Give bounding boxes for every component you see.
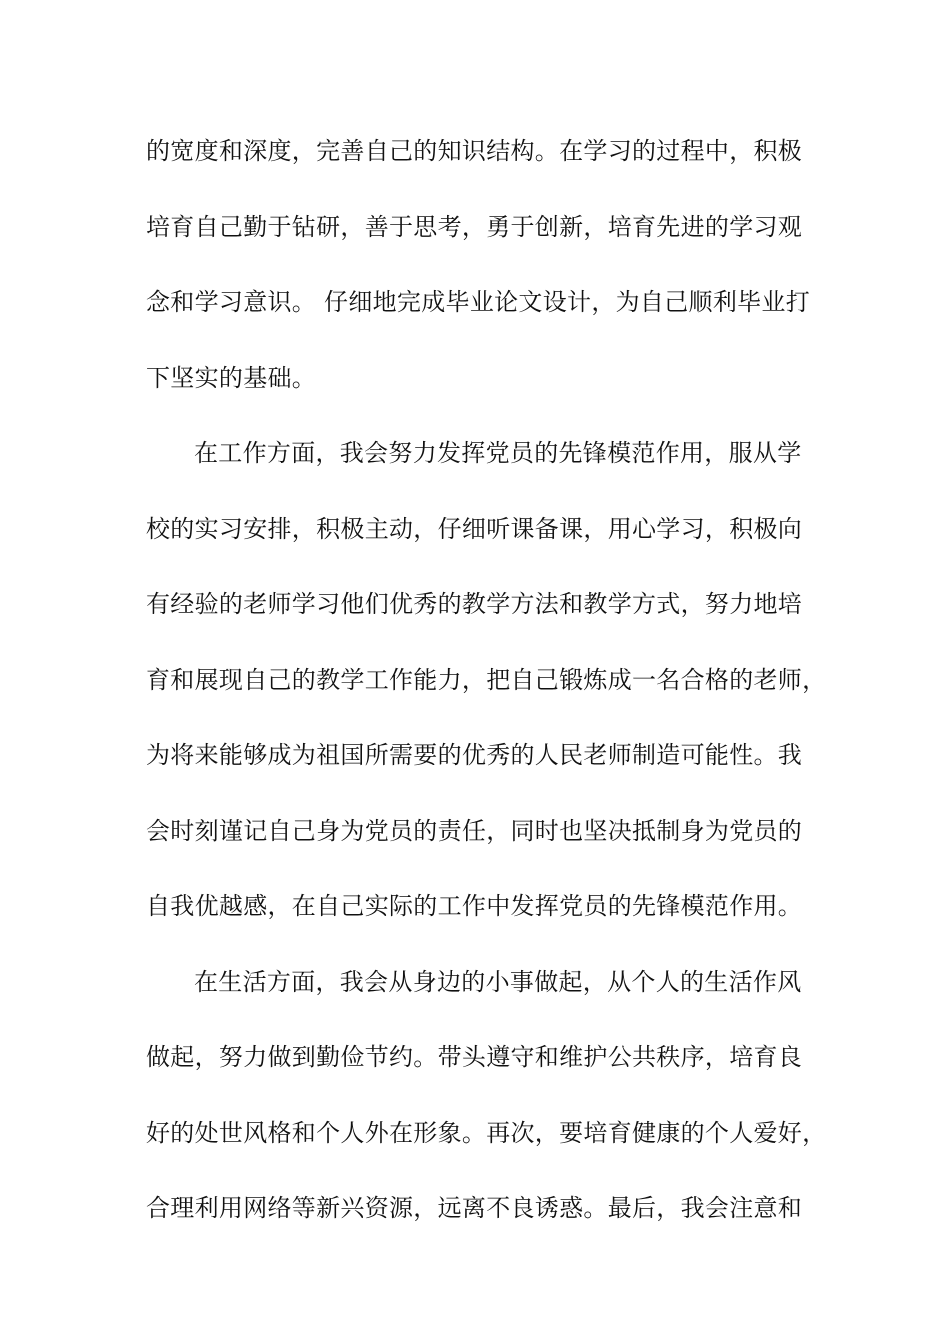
paragraph-start-line: 在生活方面，我会从身边的小事做起，从个人的生活作风 <box>194 967 802 996</box>
text-line: 合理利用网络等新兴资源，远离不良诱惑。最后，我会注意和 <box>146 1194 803 1222</box>
text-line: 做起，努力做到勤俭节约。带头遵守和维护公共秩序，培育良 <box>146 1043 803 1071</box>
text-line: 的宽度和深度，完善自己的知识结构。在学习的过程中，积极 <box>146 137 803 165</box>
text-line: 自我优越感，在自己实际的工作中发挥党员的先锋模范作用。 <box>146 892 803 920</box>
text-line: 育和展现自己的教学工作能力，把自己锻炼成一名合格的老师， <box>146 665 827 694</box>
paragraph-start-line: 在工作方面，我会努力发挥党员的先锋模范作用，服从学 <box>194 439 802 467</box>
text-line: 会时刻谨记自己身为党员的责任，同时也坚决抵制身为党员的 <box>146 816 803 845</box>
text-line: 校的实习安排，积极主动，仔细听课备课，用心学习，积极向 <box>146 514 803 543</box>
document-body <box>146 126 827 1259</box>
text-line: 念和学习意识。 仔细地完成毕业论文设计，为自己顺利毕业打 <box>146 288 811 316</box>
text-line: 下坚实的基础。 <box>146 363 317 392</box>
text-line: 为将来能够成为祖国所需要的优秀的人民老师制造可能性。我 <box>146 741 803 769</box>
text-line: 有经验的老师学习他们优秀的教学方法和教学方式，努力地培 <box>146 590 803 618</box>
text-line: 好的处世风格和个人外在形象。再次，要培育健康的个人爱好， <box>146 1118 827 1147</box>
text-line: 培育自己勤于钻研，善于思考，勇于创新，培育先进的学习观 <box>146 212 803 241</box>
